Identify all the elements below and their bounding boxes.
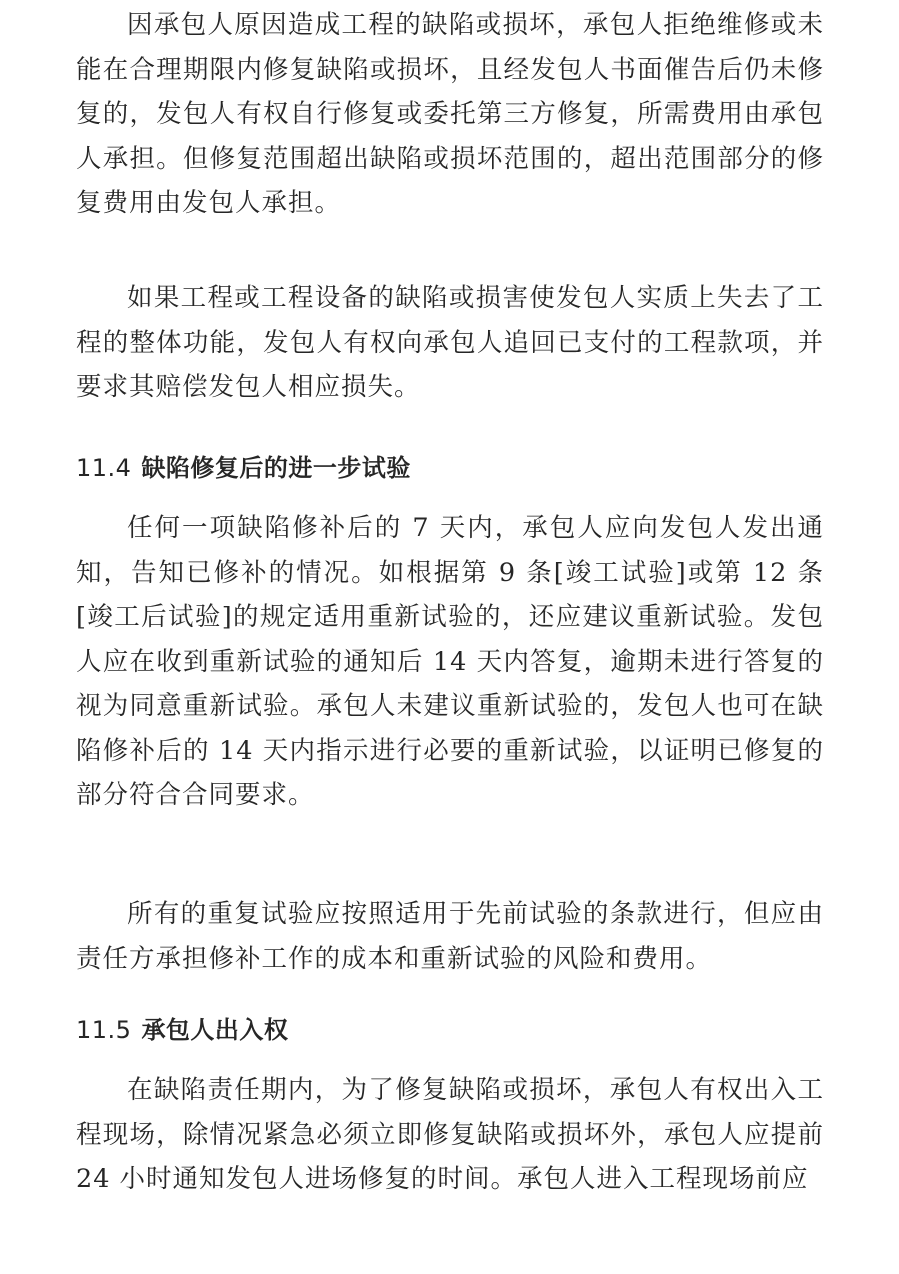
section-number: 11.4 bbox=[76, 454, 132, 482]
paragraph-loss-of-function: 如果工程或工程设备的缺陷或损害使发包人实质上失去了工程的整体功能，发包人有权向承包人追回已支付的工程款项，并要求其赔偿发包人相应损失。 bbox=[76, 283, 824, 402]
paragraph-retest-terms: 所有的重复试验应按照适用于先前试验的条款进行，但应由责任方承担修补工作的成本和重新试验的风险和费用。 bbox=[76, 899, 824, 974]
section-title: 承包人出入权 bbox=[141, 1016, 289, 1044]
section-heading-11-5 bbox=[76, 1008, 824, 1053]
paragraph-contractor-access: 在缺陷责任期内，为了修复缺陷或损坏，承包人有权出入工程现场，除情况紧急必须立即修复缺陷或损坏外，承包人应提前 24 小时通知发包人进场修复的时间。承包人进入工程现场前应 bbox=[76, 1075, 824, 1194]
section-title: 缺陷修复后的进一步试验 bbox=[141, 454, 411, 482]
section-number: 11.5 bbox=[76, 1016, 132, 1044]
paragraph-defect-repair-cost: 因承包人原因造成工程的缺陷或损坏，承包人拒绝维修或未能在合理期限内修复缺陷或损坏，且经发包人书面催告后仍未修复的，发包人有权自行修复或委托第三方修复，所需费用由承包人承担。但修复范围超出缺陷或损坏范围的，超出范围部分的修复费用由发包人承担。 bbox=[76, 10, 824, 218]
paragraph-retest-notice: 任何一项缺陷修补后的 7 天内，承包人应向发包人发出通知，告知已修补的情况。如根据第 9 条[竣工试验]或第 12 条[竣工后试验]的规定适用重新试验的，还应建议重新试验。发包人应在收到重新试验的通知后 14 天内答复，逾期未进行答复的视为同意重新试验。承包人未建议重新试验的，发包人也可在缺陷修补后的 14 天内指示进行必要的重新试验，以证明已修复的部分符合合同要求。 bbox=[76, 513, 824, 810]
section-heading-11-4 bbox=[76, 446, 824, 491]
